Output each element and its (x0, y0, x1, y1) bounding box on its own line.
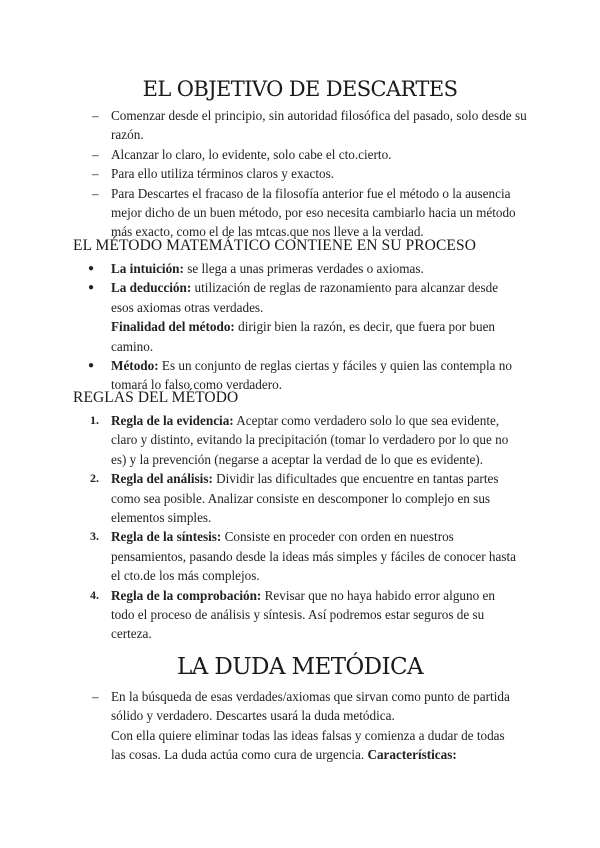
list-item: ● La intuición: se llega a unas primeras verdades o axiomas. (111, 259, 521, 278)
dash-marker: – (92, 185, 99, 201)
list-item: 2. Regla del análisis: Dividir las dificultades que encuentre en tantas partes como sea posible. Analizar consiste en descomponer lo complejo en sus elementos simples. (90, 471, 499, 526)
term-label: Método: (111, 358, 159, 374)
list-item-continuation: Con ella quiere eliminar todas las ideas falsas y comienza a dudar de todas las cosas. La duda actúa como cura de urgencia. Características: (111, 727, 505, 763)
term-label: Regla del análisis: (111, 471, 213, 487)
bullet-marker: ● (88, 263, 95, 274)
dash-marker: – (92, 108, 99, 123)
term-label: Características: (367, 747, 457, 763)
list-item: 3. Regla de la síntesis: Consiste en proceder con orden en nuestros pensamientos, pasando desde la ideas más simples y fáciles de conocer hasta el cto.de los más complejos. (90, 529, 517, 584)
list-number: 3. (90, 529, 99, 544)
list-item: ● La deducción: utilización de reglas de razonamiento para alcanzar desde esos axiomas otras verdades. (88, 280, 499, 315)
reglas-list (90, 411, 521, 644)
list-number: 4. (90, 587, 99, 602)
list-item: – En la búsqueda de esas verdades/axiomas que sirvan como punto de partida sólido y verdadero. Descartes usará la duda metódica. (92, 689, 510, 724)
list-item: 4. Regla de la comprobación: Revisar que no haya habido error alguno en todo el proceso de análisis y síntesis. Así podremos estar seguros de su certeza. (90, 587, 495, 642)
term-label: La intuición: (111, 261, 184, 276)
section-title-reglas: REGLAS DEL MÉTODO (73, 389, 239, 406)
term-label: Regla de la comprobación: (111, 587, 262, 603)
list-item: – Comenzar desde el principio, sin autoridad filosófica del pasado, solo desde su razón. (92, 108, 527, 143)
term-label: Regla de la síntesis: (111, 529, 222, 545)
list-item: – Alcanzar lo claro, lo evidente, solo cabe el cto.cierto. (111, 145, 531, 164)
bullet-marker: ● (88, 360, 95, 372)
term-label: Regla de la evidencia: (111, 413, 234, 428)
list-item: 1. Regla de la evidencia: Aceptar como verdadero solo lo que sea evidente, claro y distinto, evitando la precipitación (tomar lo verdadero por lo que no es) y la prevención (negarse a aceptar la verdad de lo que es evidente). (90, 413, 509, 467)
metodo-matematico-list (88, 259, 521, 395)
section-title-objetivo: EL OBJETIVO DE DESCARTES (142, 77, 458, 101)
dash-marker: – (92, 146, 99, 162)
objetivo-list (92, 106, 531, 242)
dash-marker: – (92, 166, 99, 182)
list-item: – Para ello utiliza términos claros y exactos. (111, 164, 531, 183)
list-item-continuation: Finalidad del método: dirigir bien la razón, es decir, que fuera por buen camino. (111, 319, 496, 354)
duda-list (92, 687, 521, 765)
list-item: – Para Descartes el fracaso de la filosofía anterior fue el método o la ausencia mejor dicho de un buen método, por eso necesita cambiarlo hacia un método más exacto, como el de las mtcas.que nos lleve a la verdad. (92, 185, 516, 240)
bullet-marker: ● (88, 282, 95, 294)
section-title-duda: LA DUDA METÓDICA (176, 654, 424, 680)
list-number: 2. (90, 471, 99, 486)
list-number: 1. (90, 413, 99, 427)
term-label: Finalidad del método: (111, 319, 235, 335)
list-item: ● Método: Es un conjunto de reglas ciertas y fáciles y quien las contempla no tomará lo falso como verdadero. (88, 358, 512, 393)
section-title-metodo-matematico: EL MÉTODO MATEMÁTICO CONTIENE EN SU PROCESO (73, 237, 476, 254)
dash-marker: – (92, 689, 99, 704)
term-label: La deducción: (111, 280, 192, 296)
